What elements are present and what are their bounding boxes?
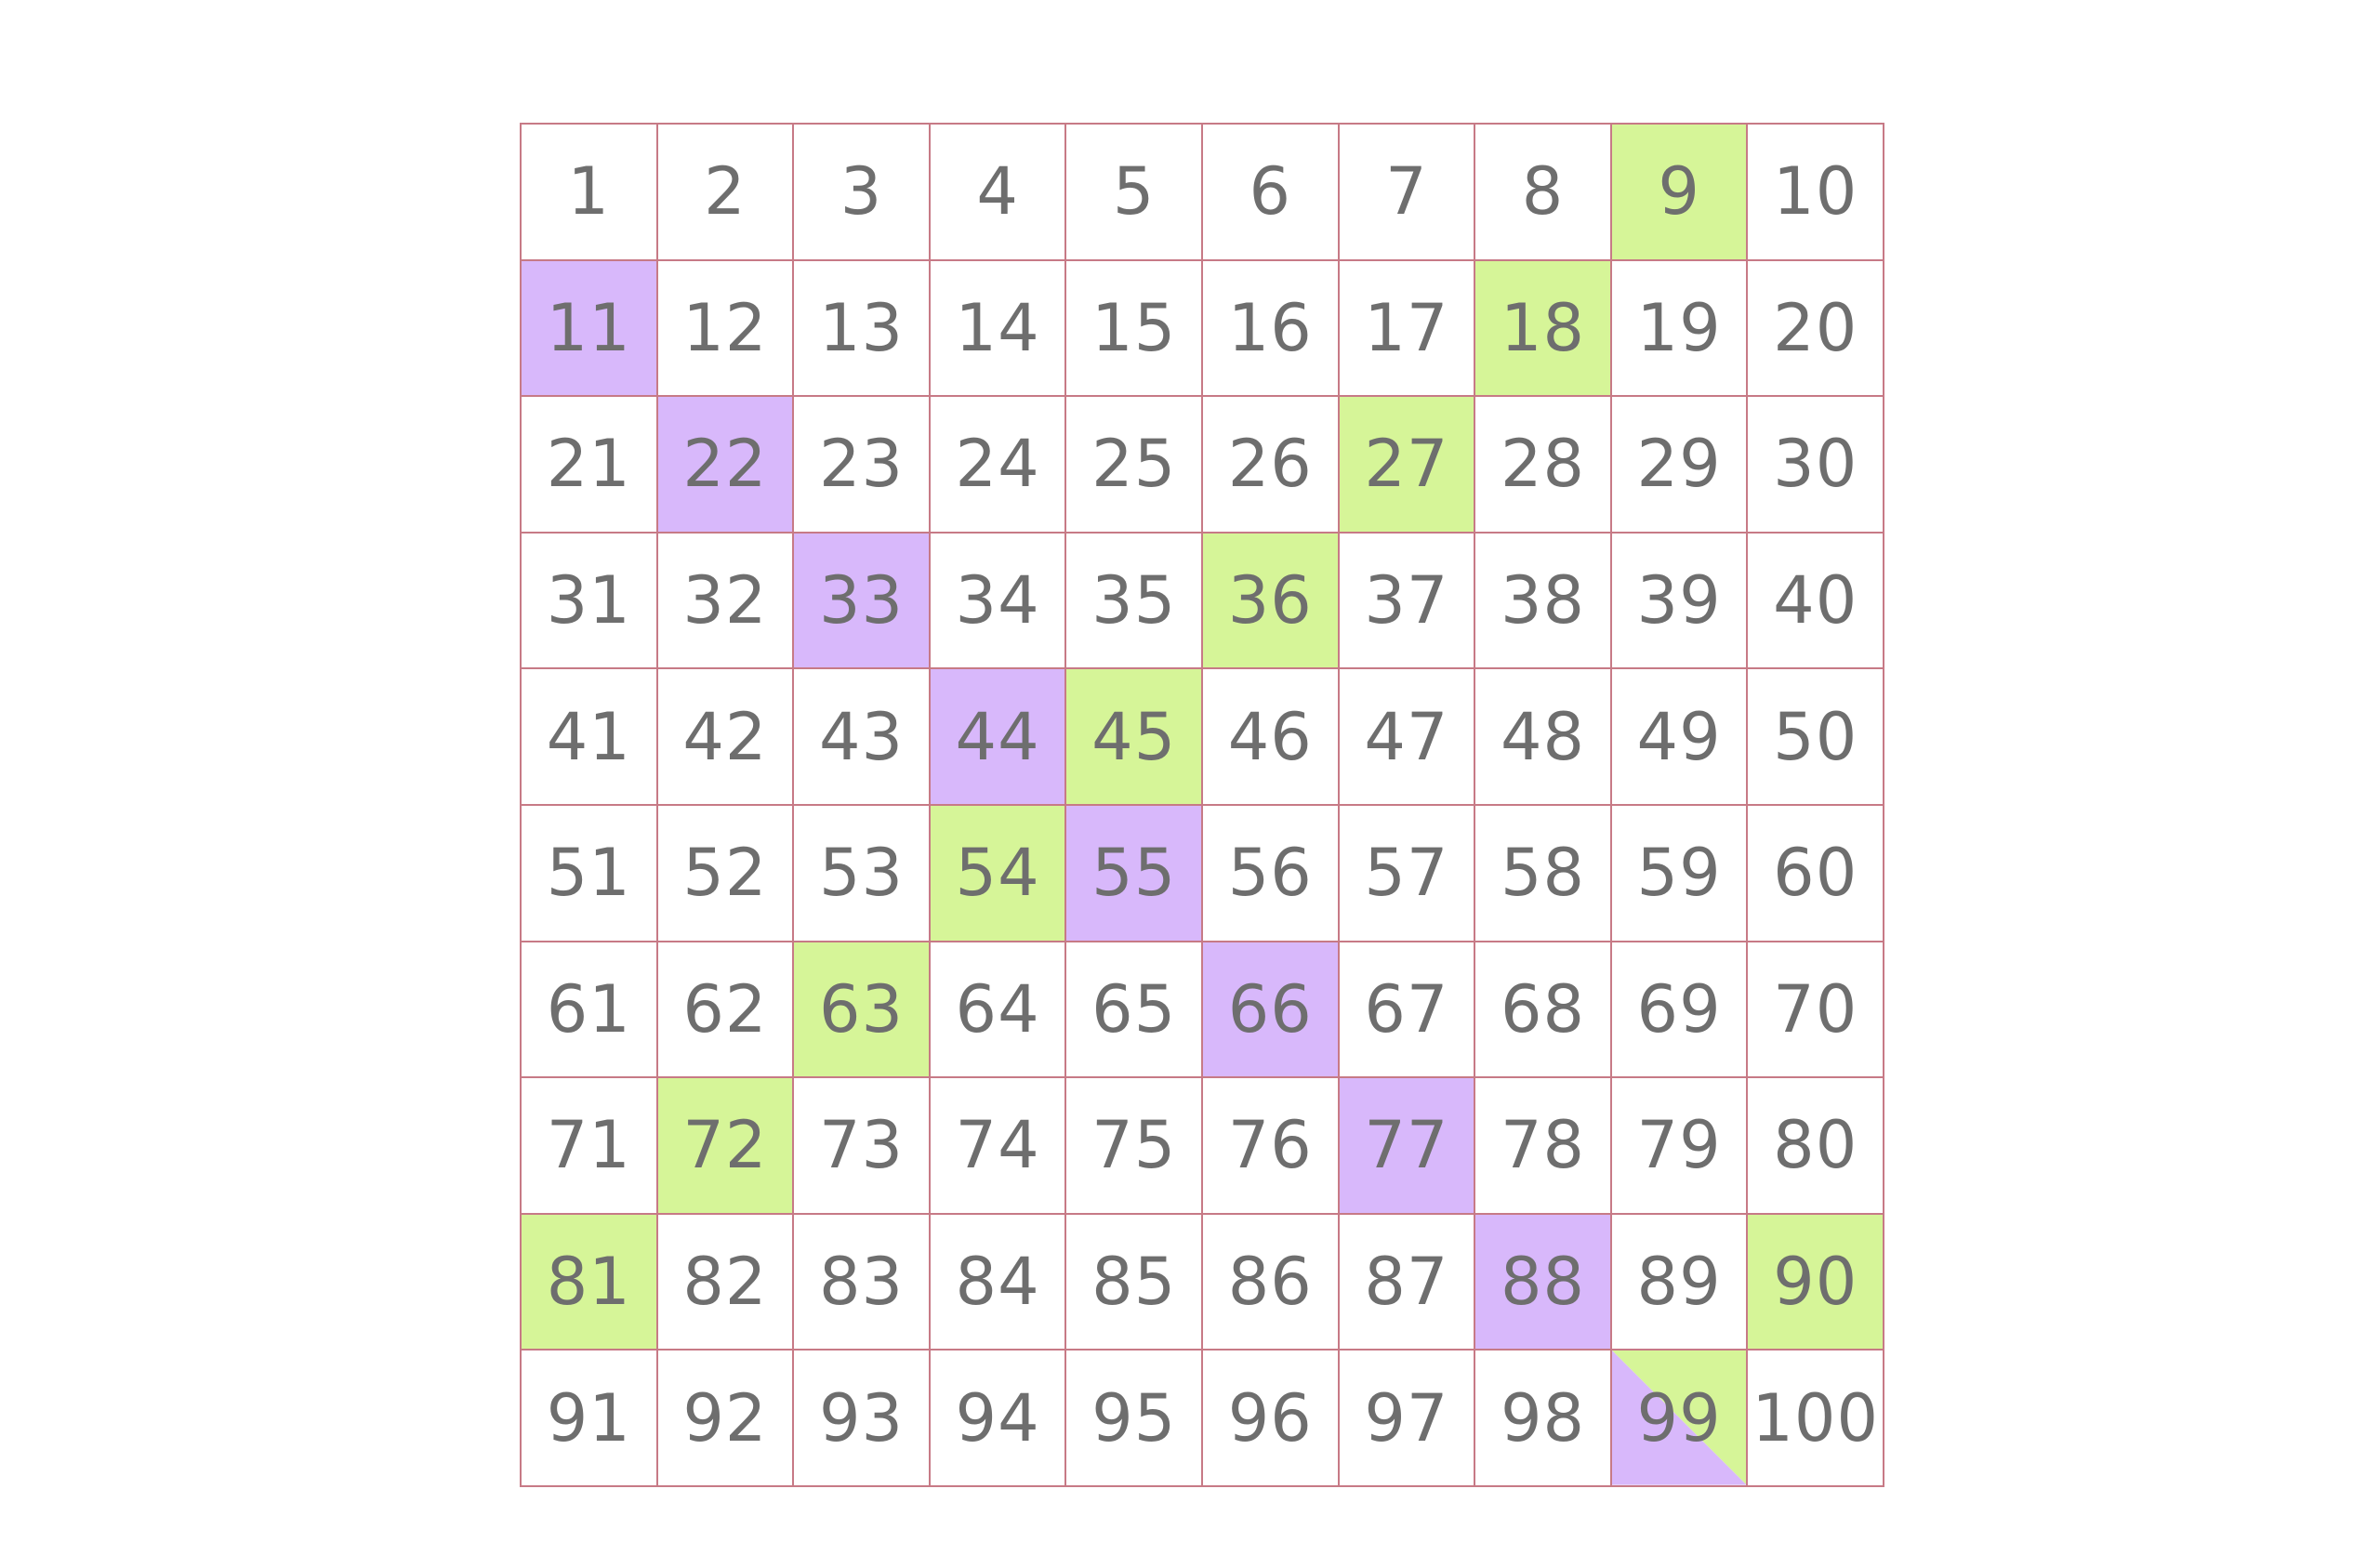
number-cell-15 [1066, 261, 1203, 398]
number-cell-93 [794, 1351, 931, 1487]
number-label: 13 [818, 289, 905, 366]
number-label: 19 [1636, 289, 1722, 366]
number-label: 56 [1227, 835, 1313, 912]
number-cell-70 [1748, 942, 1884, 1079]
number-cell-86 [1203, 1215, 1340, 1351]
number-cell-11 [522, 261, 658, 398]
number-cell-61 [522, 942, 658, 1079]
number-label: 94 [955, 1379, 1040, 1456]
number-cell-39 [1612, 534, 1749, 670]
number-cell-55 [1066, 806, 1203, 942]
number-label: 22 [682, 426, 768, 503]
number-label: 24 [955, 426, 1040, 503]
number-label: 54 [955, 835, 1040, 912]
number-label: 95 [1091, 1379, 1177, 1456]
number-cell-49 [1612, 669, 1749, 806]
number-cell-54 [931, 806, 1067, 942]
number-label: 27 [1364, 426, 1449, 503]
number-cell-28 [1475, 397, 1612, 534]
number-cell-44 [931, 669, 1067, 806]
number-label: 36 [1227, 562, 1313, 639]
number-label: 73 [818, 1107, 905, 1184]
number-cell-20 [1748, 261, 1884, 398]
number-label: 76 [1227, 1107, 1313, 1184]
number-label: 30 [1773, 426, 1858, 503]
number-cell-32 [658, 534, 795, 670]
number-cell-63 [794, 942, 931, 1079]
number-label: 84 [955, 1244, 1040, 1321]
number-label: 46 [1227, 698, 1313, 775]
number-label: 25 [1091, 426, 1177, 503]
number-cell-31 [522, 534, 658, 670]
number-label: 78 [1500, 1107, 1586, 1184]
number-cell-65 [1066, 942, 1203, 1079]
number-cell-7 [1340, 125, 1476, 261]
number-label: 6 [1249, 153, 1292, 231]
number-label: 53 [818, 835, 905, 912]
number-label: 15 [1091, 289, 1177, 366]
number-cell-19 [1612, 261, 1749, 398]
number-label: 67 [1364, 970, 1449, 1048]
number-cell-29 [1612, 397, 1749, 534]
number-label: 96 [1227, 1379, 1313, 1456]
number-cell-25 [1066, 397, 1203, 534]
number-cell-58 [1475, 806, 1612, 942]
number-cell-69 [1612, 942, 1749, 1079]
number-label: 4 [976, 153, 1019, 231]
number-cell-60 [1748, 806, 1884, 942]
number-label: 85 [1091, 1244, 1177, 1321]
number-label: 68 [1500, 970, 1586, 1048]
number-label: 86 [1227, 1244, 1313, 1321]
number-cell-84 [931, 1215, 1067, 1351]
number-label: 34 [955, 562, 1040, 639]
number-cell-9 [1612, 125, 1749, 261]
number-label: 77 [1364, 1107, 1449, 1184]
number-cell-64 [931, 942, 1067, 1079]
number-cell-94 [931, 1351, 1067, 1487]
number-cell-90 [1748, 1215, 1884, 1351]
number-cell-46 [1203, 669, 1340, 806]
number-cell-37 [1340, 534, 1476, 670]
number-cell-10 [1748, 125, 1884, 261]
number-label: 23 [818, 426, 905, 503]
number-label: 26 [1227, 426, 1313, 503]
number-label: 29 [1636, 426, 1722, 503]
number-label: 38 [1500, 562, 1586, 639]
number-label: 32 [682, 562, 768, 639]
number-label: 49 [1636, 698, 1722, 775]
number-label: 50 [1773, 698, 1858, 775]
number-label: 79 [1636, 1107, 1722, 1184]
number-cell-21 [522, 397, 658, 534]
number-cell-36 [1203, 534, 1340, 670]
number-label: 47 [1364, 698, 1449, 775]
number-cell-76 [1203, 1078, 1340, 1215]
number-label: 58 [1500, 835, 1586, 912]
number-label: 89 [1636, 1244, 1722, 1321]
number-label: 72 [682, 1107, 768, 1184]
number-cell-14 [931, 261, 1067, 398]
number-label: 65 [1091, 970, 1177, 1048]
number-cell-80 [1748, 1078, 1884, 1215]
number-label: 35 [1091, 562, 1177, 639]
number-label: 10 [1773, 153, 1858, 231]
number-label: 3 [840, 153, 883, 231]
number-cell-41 [522, 669, 658, 806]
number-cell-42 [658, 669, 795, 806]
number-cell-33 [794, 534, 931, 670]
number-label: 97 [1364, 1379, 1449, 1456]
number-cell-71 [522, 1078, 658, 1215]
number-label: 37 [1364, 562, 1449, 639]
number-label: 20 [1773, 289, 1858, 366]
number-label: 64 [955, 970, 1040, 1048]
number-label: 51 [546, 835, 631, 912]
number-cell-3 [794, 125, 931, 261]
number-label: 61 [546, 970, 631, 1048]
number-label: 60 [1773, 835, 1858, 912]
number-label: 17 [1364, 289, 1449, 366]
number-cell-34 [931, 534, 1067, 670]
number-cell-98 [1475, 1351, 1612, 1487]
number-cell-78 [1475, 1078, 1612, 1215]
number-cell-100 [1748, 1351, 1884, 1487]
number-cell-52 [658, 806, 795, 942]
number-label: 88 [1500, 1244, 1586, 1321]
number-cell-50 [1748, 669, 1884, 806]
number-label: 9 [1658, 153, 1700, 231]
number-label: 83 [818, 1244, 905, 1321]
number-label: 81 [546, 1244, 631, 1321]
number-label: 98 [1500, 1379, 1586, 1456]
number-cell-72 [658, 1078, 795, 1215]
number-cell-97 [1340, 1351, 1476, 1487]
number-cell-43 [794, 669, 931, 806]
number-cell-83 [794, 1215, 931, 1351]
number-label: 80 [1773, 1107, 1858, 1184]
number-label: 40 [1773, 562, 1858, 639]
number-label: 48 [1500, 698, 1586, 775]
number-label: 8 [1521, 153, 1565, 231]
number-cell-77 [1340, 1078, 1476, 1215]
number-cell-24 [931, 397, 1067, 534]
number-cell-4 [931, 125, 1067, 261]
number-cell-57 [1340, 806, 1476, 942]
number-cell-2 [658, 125, 795, 261]
number-label: 99 [1636, 1379, 1722, 1456]
number-cell-1 [522, 125, 658, 261]
number-cell-56 [1203, 806, 1340, 942]
number-cell-35 [1066, 534, 1203, 670]
number-label: 39 [1636, 562, 1722, 639]
number-label: 52 [682, 835, 768, 912]
number-cell-47 [1340, 669, 1476, 806]
number-cell-89 [1612, 1215, 1749, 1351]
number-label: 14 [955, 289, 1040, 366]
number-label: 28 [1500, 426, 1586, 503]
number-label: 82 [682, 1244, 768, 1321]
number-cell-95 [1066, 1351, 1203, 1487]
number-cell-59 [1612, 806, 1749, 942]
number-label: 21 [546, 426, 631, 503]
number-cell-82 [658, 1215, 795, 1351]
number-cell-92 [658, 1351, 795, 1487]
number-label: 5 [1112, 153, 1156, 231]
number-label: 18 [1500, 289, 1586, 366]
number-label: 87 [1364, 1244, 1449, 1321]
number-cell-26 [1203, 397, 1340, 534]
number-label: 62 [682, 970, 768, 1048]
hundred-chart-grid [520, 123, 1884, 1487]
number-cell-81 [522, 1215, 658, 1351]
number-label: 63 [818, 970, 905, 1048]
number-cell-18 [1475, 261, 1612, 398]
number-label: 71 [546, 1107, 631, 1184]
number-label: 16 [1227, 289, 1313, 366]
number-cell-99 [1612, 1351, 1749, 1487]
number-label: 12 [682, 289, 768, 366]
number-label: 44 [955, 698, 1040, 775]
number-label: 33 [818, 562, 905, 639]
number-cell-5 [1066, 125, 1203, 261]
number-cell-38 [1475, 534, 1612, 670]
number-label: 100 [1752, 1379, 1879, 1456]
number-label: 41 [546, 698, 631, 775]
number-cell-68 [1475, 942, 1612, 1079]
number-cell-66 [1203, 942, 1340, 1079]
number-cell-6 [1203, 125, 1340, 261]
number-cell-23 [794, 397, 931, 534]
number-label: 43 [818, 698, 905, 775]
number-cell-45 [1066, 669, 1203, 806]
number-label: 91 [546, 1379, 631, 1456]
number-cell-51 [522, 806, 658, 942]
number-cell-16 [1203, 261, 1340, 398]
number-cell-79 [1612, 1078, 1749, 1215]
number-cell-85 [1066, 1215, 1203, 1351]
number-cell-13 [794, 261, 931, 398]
number-label: 59 [1636, 835, 1722, 912]
number-label: 69 [1636, 970, 1722, 1048]
number-label: 75 [1091, 1107, 1177, 1184]
number-label: 45 [1091, 698, 1177, 775]
number-cell-8 [1475, 125, 1612, 261]
number-label: 55 [1091, 835, 1177, 912]
number-label: 31 [546, 562, 631, 639]
number-label: 92 [682, 1379, 768, 1456]
number-cell-74 [931, 1078, 1067, 1215]
number-cell-40 [1748, 534, 1884, 670]
number-cell-48 [1475, 669, 1612, 806]
number-label: 42 [682, 698, 768, 775]
number-cell-62 [658, 942, 795, 1079]
number-cell-30 [1748, 397, 1884, 534]
number-label: 70 [1773, 970, 1858, 1048]
number-cell-22 [658, 397, 795, 534]
number-cell-87 [1340, 1215, 1476, 1351]
number-cell-27 [1340, 397, 1476, 534]
number-cell-96 [1203, 1351, 1340, 1487]
number-cell-75 [1066, 1078, 1203, 1215]
number-label: 11 [546, 289, 631, 366]
number-label: 93 [818, 1379, 905, 1456]
number-label: 57 [1364, 835, 1449, 912]
number-cell-17 [1340, 261, 1476, 398]
number-label: 74 [955, 1107, 1040, 1184]
number-label: 1 [567, 153, 611, 231]
number-cell-88 [1475, 1215, 1612, 1351]
number-cell-12 [658, 261, 795, 398]
number-label: 2 [704, 153, 747, 231]
number-label: 90 [1773, 1244, 1858, 1321]
number-cell-73 [794, 1078, 931, 1215]
number-cell-53 [794, 806, 931, 942]
number-label: 7 [1385, 153, 1428, 231]
number-cell-91 [522, 1351, 658, 1487]
number-cell-67 [1340, 942, 1476, 1079]
number-label: 66 [1227, 970, 1313, 1048]
